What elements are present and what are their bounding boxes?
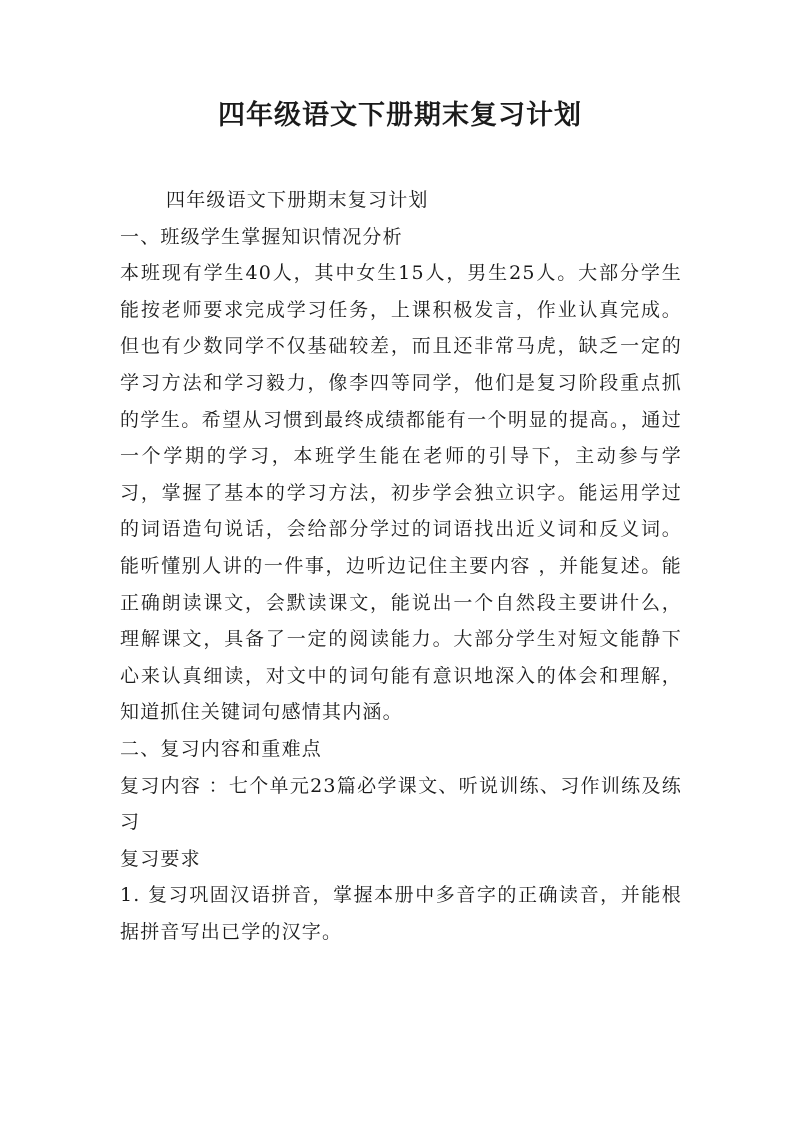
document-subtitle: 四年级语文下册期末复习计划 (166, 189, 429, 211)
document-body (120, 182, 682, 950)
section-2-heading: 二、复习内容和重难点 (120, 737, 323, 760)
review-content-line: 复习内容 ：七个单元23篇必学课文、听说训练、习作训练及练习 (120, 774, 682, 834)
section-1-paragraph: 本班现有学生40人，其中女生15人，男生25人。大部分学生能按老师要求完成学习任务，上课积极发言，作业认真完成。但也有少数同学不仅基础较差，而且还非常马虎，缺乏一定的学习方法和学习毅力，像李四等同学，他们是复习阶段重点抓的学生。希望从习惯到最终成绩都能有一个明显的提高。，通过一个学期的学习，本班学生能在老师的引导下，主动参与学习，掌握了基本的学习方法，初步学会独立识字。能运用学过的词语造句说话，会给部分学过的词语找出近义词和反义词。能听懂别人讲的一件事，边听边记住主要内容 ，并能复述。能正确朗读课文，会默读课文，能说出一个自然段主要讲什么，理解课文，具备了一定的阅读能力。大部分学生对短文能静下心来认真细读，对文中的词句能有意识地深入的体会和理解，知道抓住关键词句感情其内涵。 (120, 262, 682, 724)
section-1-heading: 一、班级学生掌握知识情况分析 (120, 225, 403, 248)
review-requirements-heading: 复习要求 (120, 847, 201, 870)
document-title: 四年级语文下册期末复习计划 (218, 100, 582, 131)
requirement-item-1: 1. 复习巩固汉语拼音，掌握本册中多音字的正确读音，并能根据拼音写出已学的汉字。 (120, 884, 682, 943)
